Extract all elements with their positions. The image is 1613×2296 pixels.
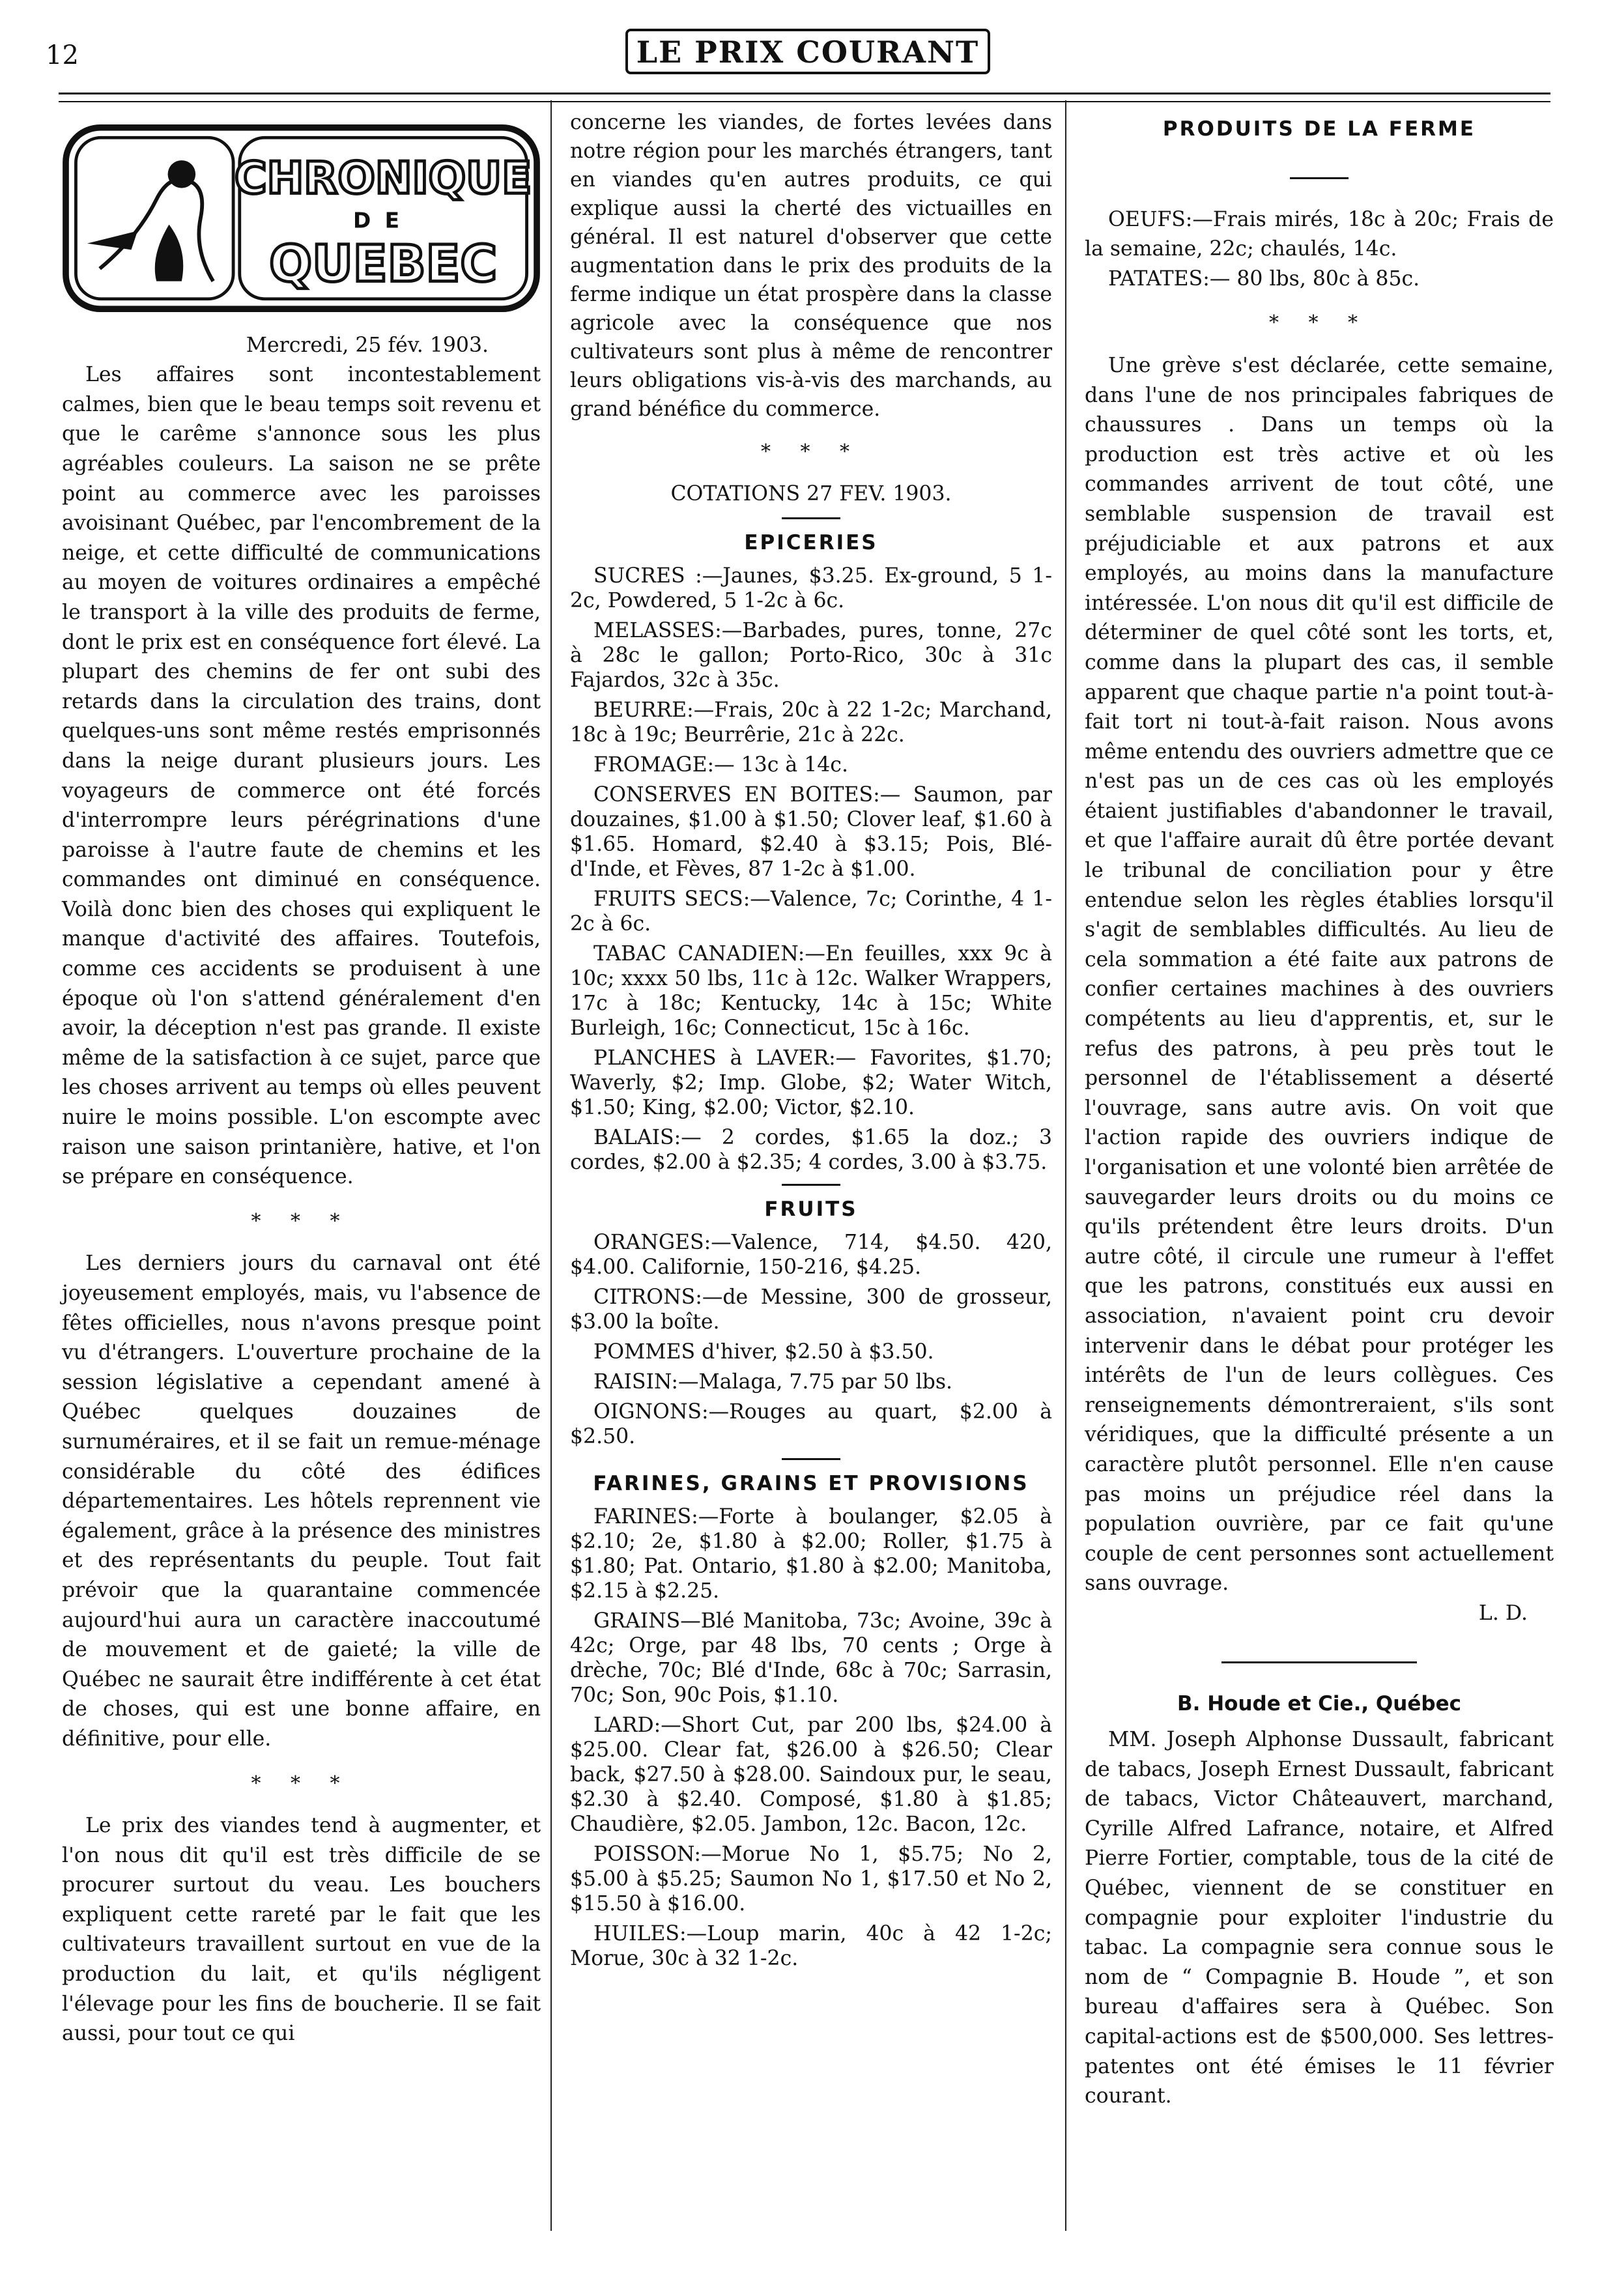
masthead-text: LE PRIX COURANT bbox=[636, 35, 980, 70]
section-separator: * * * bbox=[760, 440, 862, 463]
section-separator: * * * bbox=[1268, 311, 1370, 335]
price-item: BEURRE:—Frais, 20c à 22 1-2c; Marchand, 18c à 19c; Beurrêrie, 21c à 22c. bbox=[570, 698, 1052, 747]
price-item: PATATES:— 80 lbs, 80c à 85c. bbox=[1108, 266, 1420, 291]
section-heading: B. Houde et Cie., Québec bbox=[1177, 1691, 1461, 1715]
divider bbox=[782, 1184, 840, 1186]
masthead-logo bbox=[625, 26, 990, 78]
logo-line-3: QUEBEC bbox=[269, 235, 498, 294]
paragraph: concerne les viandes, de fortes levées dans notre région pour les marchés étrangers, tant en viandes qu'en autres produits, ce qui explique aussi la cherté des victuailles en général. Il est naturel d'observer que cette augmentation dans le prix des produits de la ferme indique un état prospère dans la classe agricole avec la conséquence que nos cultivateurs sont plus à même de rencontrer leurs obligations vis-à-vis des marchands, au grand bénéfice du commerce. bbox=[570, 111, 1052, 421]
price-item: PLANCHES à LAVER:— Favorites, $1.70; Waverly, $2; Imp. Globe, $2; Water Witch, $1.50; King, $2.00; Victor, $2.10. bbox=[570, 1046, 1052, 1119]
price-list-farines bbox=[570, 1504, 1052, 1971]
price-item: FARINES:—Forte à boulanger, $2.05 à $2.10; 2e, $1.80 à $2.00; Roller, $1.75 à $1.80; Pat. Ontario, $1.80 à $2.00; Manitoba, $2.15 à $2.25. bbox=[570, 1505, 1052, 1603]
section-heading: PRODUITS DE LA FERME bbox=[1162, 117, 1476, 141]
price-item: GRAINS—Blé Manitoba, 73c; Avoine, 39c à 42c; Orge, par 48 lbs, 70 cents ; Orge à drèche, 70c; Blé d'Inde, 68c à 70c; Sarrasin, 70c; Son, 90c Pois, $1.10. bbox=[570, 1609, 1052, 1707]
column-1 bbox=[62, 104, 541, 2049]
price-item: FRUITS SECS:—Valence, 7c; Corinthe, 4 1-2c à 6c. bbox=[570, 887, 1052, 936]
section-separator: * * * bbox=[251, 1772, 352, 1795]
price-item: TABAC CANADIEN:—En feuilles, xxx 9c à 10c; xxxx 50 lbs, 11c à 12c. Walker Wrappers, 17c à 18c; Kentucky, 14c à 15c; White Burleigh, 16c; Connecticut, 15c à 16c. bbox=[570, 942, 1052, 1040]
price-item: MELASSES:—Barbades, pures, tonne, 27c à 28c le gallon; Porto-Rico, 30c à 31c Fajardos, 32c à 35c. bbox=[570, 619, 1052, 692]
column-divider bbox=[550, 100, 552, 2231]
section-heading: EPICERIES bbox=[744, 531, 878, 554]
price-item: POMMES d'hiver, $2.50 à $3.50. bbox=[593, 1340, 934, 1364]
logo-line-1: CHRONIQUE bbox=[234, 152, 532, 204]
column-3 bbox=[1085, 108, 1554, 2112]
signature-row bbox=[1085, 1599, 1554, 1629]
price-item: POISSON:—Morue No 1, $5.75; No 2, $5.00 à $5.25; Saumon No 1, $17.50 et No 2, $15.50 à $16.00. bbox=[570, 1843, 1052, 1916]
price-item: SUCRES :—Jaunes, $3.25. Ex-ground, 5 1-2c, Powdered, 5 1-2c à 6c. bbox=[570, 564, 1052, 612]
paragraph: Les derniers jours du carnaval ont été joyeusement employés, mais, vu l'absence de fêtes officielles, nous n'avons presque point vu d'étrangers. L'ouverture prochaine de la session législative a cependant amené à Québec quelques douzaines de surnuméraires, et il se fait un remue-ménage considérable du côté des édifices départementaires. Les hôtels reprennent vie également, grâce à la présence des ministres et des représentants du peuple. Tout fait prévoir que la quarantaine commencée aujourd'hui aura un caractère inaccoutumé de mouvement et de gaieté; la ville de Québec ne saurait être indifférente à cet état de choses, qui est une bonne affaire, en définitive, pour elle. bbox=[62, 1252, 541, 1751]
paragraph: Le prix des viandes tend à augmenter, et l'on nous dit qu'il est très difficile de se procurer surtout du veau. Les bouchers expliquent cette rareté par le fait que les cultivateurs travaillent surtout en vue de la production du lait, et qu'ils négligent l'élevage pour les fins de boucherie. Il se fait aussi, pour tout ce qui bbox=[62, 1814, 541, 2046]
column-2 bbox=[570, 108, 1052, 1976]
paragraph: Les affaires sont incontestablement calmes, bien que le beau temps soit revenu et que le carême s'annonce sous les plus agréables couleurs. La saison ne se prête point au commerce avec les paroisses avoisinant Québec, par l'encombrement de la neige, et cette difficulté de communications au moyen de voitures ordinaires a empêché le transport à la ville des produits de ferme, dont le prix est en conséquence fort élevé. La plupart des chemins de fer ont subi des retards dans la circulation des trains, dont quelques-uns sont même restés emprisonnés dans la neige durant plusieurs jours. Les voyageurs de commerce ont été forcés d'interrompre leurs pérégrinations d'une paroisse à l'autre faute de chemins et les commandes ont diminué en conséquence. Voilà donc bien des choses qui expliquent le manque d'activité des affaires. Toutefois, comme ces accidents se produisent à une époque où l'on s'attend généralement d'en avoir, la déception n'est pas grande. Il existe même de la satisfaction à ce sujet, parce que les choses arrivent au temps où elles peuvent nuire le moins possible. L'on escompte avec raison une saison printanière, hative, et l'on se prépare en conséquence. bbox=[62, 363, 541, 1189]
price-item: OIGNONS:—Rouges au quart, $2.00 à $2.50. bbox=[570, 1400, 1052, 1448]
cotations-title: COTATIONS 27 FEV. 1903. bbox=[670, 482, 952, 506]
dateline: Mercredi, 25 fév. 1903. bbox=[246, 333, 489, 357]
price-item: ORANGES:—Valence, 714, $4.50. 420, $4.00. Californie, 150-216, $4.25. bbox=[570, 1231, 1052, 1279]
divider bbox=[782, 1458, 840, 1460]
divider bbox=[782, 517, 840, 519]
section-separator: * * * bbox=[251, 1209, 352, 1233]
paragraph: Une grève s'est déclarée, cette semaine, dans l'une de nos principales fabriques de chaussures . Dans un temps où la production est très active et où les commandes arrivent de tout côté, une semblable suspension de travail est préjudiciable et aux patrons et aux employés, au moins dans la manufacture intéressée. L'on nous dit qu'il est difficile de déterminer de quel côté sont les torts, et, comme dans la plupart des cas, il semble apparent que chaque partie n'a point tout-à-fait tort ni tout-à-fait raison. Nous avons même entendu des ouvriers admettre que ce n'est pas un de ces cas où les employés étaient justifiables d'abandonner le travail, et que l'affaire aurait dû être portée devant le tribunal de conciliation pour y être entendue selon les règles établies lorsqu'il s'agit de semblables difficultés. Au lieu de cela sommation a été faite aux patrons de confier certaines machines à des ouvriers compétents au lieu d'apprentis, et, sur le refus des patrons, à peu près tout le personnel de l'établissement a déserté l'ouvrage, sans autre avis. On voit que l'action rapide des ouvriers indique de l'organisation et une volonté bien arrêtée de sauvegarder leurs droits ou du moins ce qu'ils prétendent être leurs droits. D'un autre côté, il circule une rumeur à l'effet que les patrons, constitués eux aussi en association, n'avaient point cru devoir intervenir dans le débat pour protéger les intérêts de l'un de leurs collègues. Ces renseignements démontreraient, s'ils sont véridiques, que la difficulté présente a un caractère plutôt personnel. Elle n'en cause pas moins un préjudice réel dans la population ouvrière, par ce fait qu'une couple de cent personnes sont actuellement sans ouvrage. bbox=[1085, 353, 1554, 1596]
signature: L. D. bbox=[1478, 1601, 1528, 1625]
price-item: LARD:—Short Cut, par 200 lbs, $24.00 à $25.00. Clear fat, $26.00 à $26.50; Clear back, $27.50 à $28.00. Saindoux pur, le seau, $2.30 à $2.40. Composé, $1.80 à $1.85; Chaudière, $2.05. Jambon, 12c. Bacon, 12c. bbox=[570, 1714, 1052, 1836]
divider bbox=[1290, 177, 1349, 179]
price-item: FROMAGE:— 13c à 14c. bbox=[593, 753, 848, 777]
price-list-fruits bbox=[570, 1230, 1052, 1449]
price-item: BALAIS:— 2 cordes, $1.65 la doz.; 3 cordes, $2.00 à $2.35; 4 cordes, 3.00 à $3.75. bbox=[570, 1126, 1052, 1174]
header-rule bbox=[59, 93, 1550, 102]
price-item: CITRONS:—de Messine, 300 de grosseur, $3.00 la boîte. bbox=[570, 1285, 1052, 1334]
divider bbox=[1221, 1661, 1417, 1663]
section-heading: FRUITS bbox=[764, 1198, 858, 1221]
price-item: HUILES:—Loup marin, 40c à 42 1-2c; Morue, 30c à 32 1-2c. bbox=[570, 1922, 1052, 1970]
logo-line-2: DE bbox=[353, 207, 414, 233]
paragraph: MM. Joseph Alphonse Dussault, fabricant de tabacs, Joseph Ernest Dussault, fabricant de tabacs, Victor Châteauvert, marchand, Cyrille Alfred Lafrance, notaire, et Alfred Pierre Fortier, comptable, tous de la cité de Québec, viennent de se constituer en compagnie pour exploiter l'industrie du tabac. La compagnie sera connue sous le nom de “ Compagnie B. Houde ”, et son bureau d'affaires sera à Québec. Son capital-actions est de $500,000. Ses lettres-patentes ont été émises le 11 février courant. bbox=[1085, 1728, 1554, 2108]
column-divider bbox=[1065, 100, 1066, 2231]
page-number: 12 bbox=[46, 40, 79, 70]
price-list-epiceries bbox=[570, 564, 1052, 1175]
price-item: RAISIN:—Malaga, 7.75 par 50 lbs. bbox=[593, 1370, 953, 1394]
section-heading: FARINES, GRAINS ET PROVISIONS bbox=[593, 1472, 1029, 1495]
chronique-de-quebec-logo bbox=[62, 124, 541, 313]
price-item: OEUFS:—Frais mirés, 18c à 20c; Frais de la semaine, 22c; chaulés, 14c. bbox=[1085, 207, 1554, 261]
price-item: CONSERVES EN BOITES:— Saumon, par douzaines, $1.00 à $1.50; Clover leaf, $1.60 à $1.65. Homard, $2.40 à $3.15; Pois, Blé-d'Inde, et Fèves, 87 1-2c à $1.00. bbox=[570, 783, 1052, 881]
